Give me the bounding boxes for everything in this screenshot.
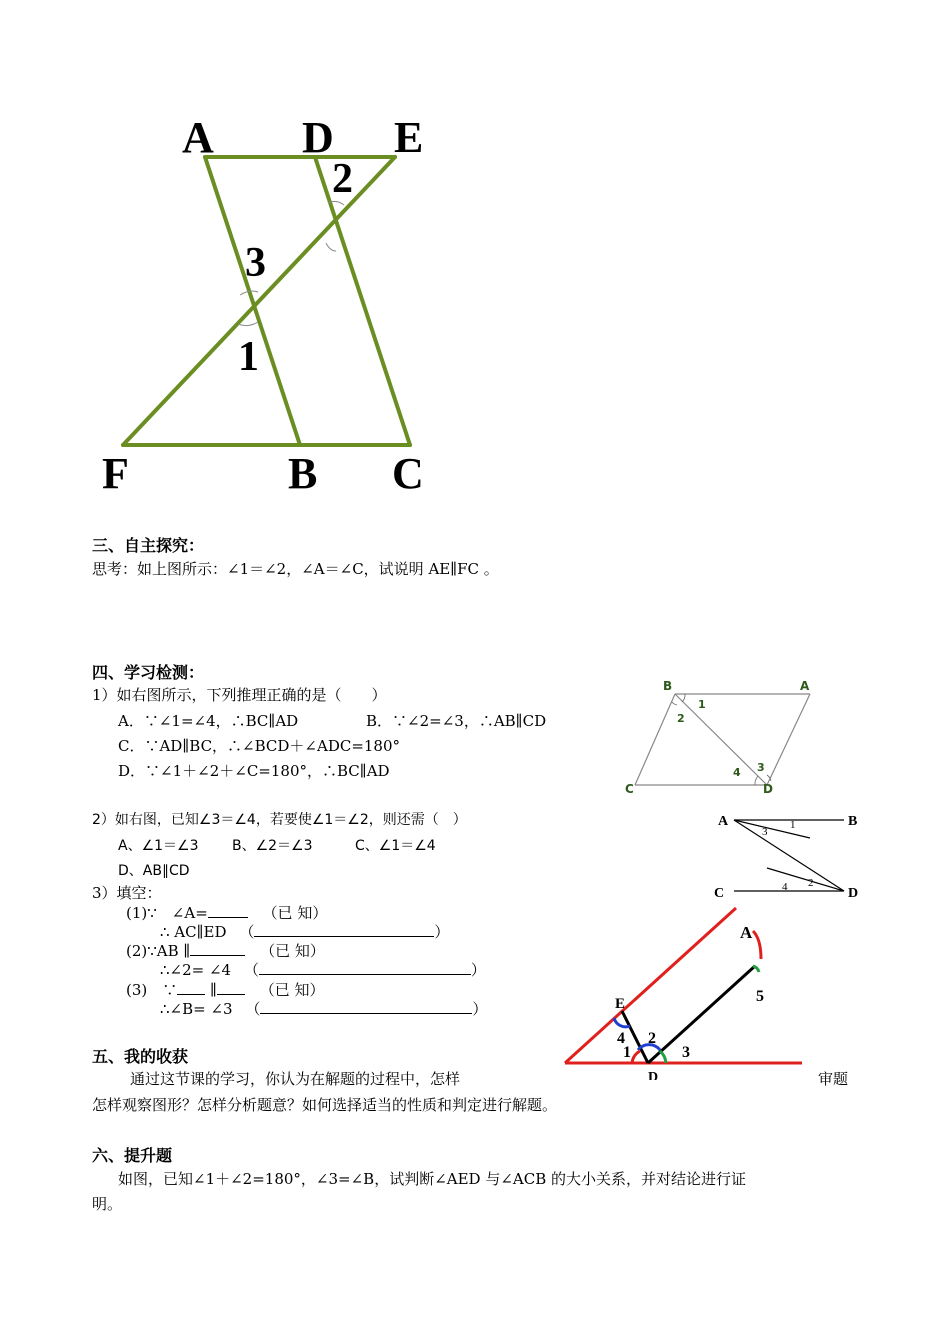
angle-label-2: 2 xyxy=(648,1030,656,1047)
blank[interactable] xyxy=(190,941,245,956)
label-E: E xyxy=(394,113,424,162)
label-D: D xyxy=(848,886,859,901)
angle-label-1: 1 xyxy=(698,698,706,711)
blank[interactable] xyxy=(217,980,245,995)
angle-label-3: 3 xyxy=(762,826,768,838)
label-B: B xyxy=(663,679,673,693)
section5-heading: 五、我的收获 xyxy=(92,1047,189,1066)
section5-line1: 通过这节课的学习，你认为在解题的过程中，怎样 xyxy=(130,1070,461,1088)
label-E: E xyxy=(615,996,626,1012)
blank[interactable] xyxy=(259,960,471,975)
q1-option-b: B．∵∠2=∠3，∴AB∥CD xyxy=(366,712,547,730)
q3-line1: (1)∵ ∠A= （已 知） xyxy=(126,904,328,922)
angle-label-5: 5 xyxy=(756,988,764,1005)
label-C: C xyxy=(625,782,634,796)
angle-label-2: 2 xyxy=(808,877,814,889)
angle-label-3: 3 xyxy=(682,1044,690,1061)
label-A: A xyxy=(740,923,753,942)
line-DC xyxy=(315,157,410,445)
line-AB xyxy=(205,157,300,445)
q2-option-a: A、∠1＝∠3 xyxy=(118,838,199,854)
blank[interactable] xyxy=(177,980,205,995)
section6-heading: 六、提升题 xyxy=(92,1146,173,1165)
angle-label-1: 1 xyxy=(623,1044,631,1061)
angle-label-3: 3 xyxy=(245,240,266,286)
label-A: A xyxy=(182,113,214,162)
label-D: D xyxy=(648,1070,659,1080)
q3-stem: 3）填空： xyxy=(92,884,162,902)
q2-option-c: C、∠1＝∠4 xyxy=(355,838,436,854)
angle-label-3: 3 xyxy=(757,761,765,774)
angle-label-4: 4 xyxy=(782,881,788,893)
angle-label-2: 2 xyxy=(677,712,685,725)
q3-line4: ∴∠2= ∠4 （ ） xyxy=(160,961,486,979)
section3-heading: 三、自主探究： xyxy=(92,536,205,555)
q3-line2: ∴ AC∥ED （ ） xyxy=(160,923,450,941)
q1-option-a: A．∵∠1=∠4，∴BC∥AD xyxy=(118,712,299,730)
angle-label-1: 1 xyxy=(238,334,259,380)
q2-stem: 2）如右图，已知∠3＝∠4，若要使∠1＝∠2，则还需（ ） xyxy=(92,812,467,828)
line-FE xyxy=(123,157,395,445)
section5-line2: 怎样观察图形？怎样分析题意？如何选择适当的性质和判定进行解题。 xyxy=(92,1096,558,1114)
q3-line5: (3) ∵ ∥ （已 知） xyxy=(126,981,325,999)
figure-parallelogram xyxy=(615,675,825,800)
q1-option-c: C．∵AD∥BC，∴∠BCD＋∠ADC=180° xyxy=(118,737,401,755)
angle-label-2: 2 xyxy=(332,156,353,202)
figure-parallel-lines xyxy=(90,100,450,500)
q1-option-d: D．∵∠1＋∠2＋∠C=180°，∴BC∥AD xyxy=(118,762,390,780)
label-D: D xyxy=(302,113,334,162)
section6-line1: 如图，已知∠1＋∠2=180°，∠3=∠B，试判断∠AED 与∠ACB 的大小关系，并对结论进行证 xyxy=(118,1170,747,1188)
label-B: B xyxy=(288,449,318,498)
label-C: C xyxy=(714,886,725,901)
q1-stem: 1）如右图所示，下列推理正确的是（ ） xyxy=(92,686,387,704)
blank[interactable] xyxy=(254,922,434,937)
label-F: F xyxy=(102,449,129,498)
blank[interactable] xyxy=(208,903,248,918)
q3-line6: ∴∠B= ∠3 （ ） xyxy=(160,1000,488,1018)
q3-line3: (2)∵AB ∥ （已 知） xyxy=(126,942,325,960)
label-B: B xyxy=(848,814,858,829)
figure-triangle-red xyxy=(560,905,810,1080)
section6-line2: 明。 xyxy=(92,1195,123,1213)
angle-label-4: 4 xyxy=(733,766,741,779)
section5-line1-end: 审题 xyxy=(818,1070,849,1088)
angle-label-1: 1 xyxy=(790,819,796,831)
angle-label-4: 4 xyxy=(617,1030,625,1047)
figure-z-shape xyxy=(712,808,872,903)
q2-option-b: B、∠2＝∠3 xyxy=(232,838,313,854)
section3-text: 思考：如上图所示：∠1＝∠2，∠A＝∠C，试说明 AE∥FC 。 xyxy=(92,560,499,578)
label-C: C xyxy=(392,449,424,498)
blank[interactable] xyxy=(260,999,472,1014)
label-A: A xyxy=(718,814,729,829)
label-D: D xyxy=(763,782,773,796)
q2-option-d: D、AB∥CD xyxy=(118,863,190,879)
label-A: A xyxy=(800,679,810,693)
section4-heading: 四、学习检测： xyxy=(92,663,205,682)
